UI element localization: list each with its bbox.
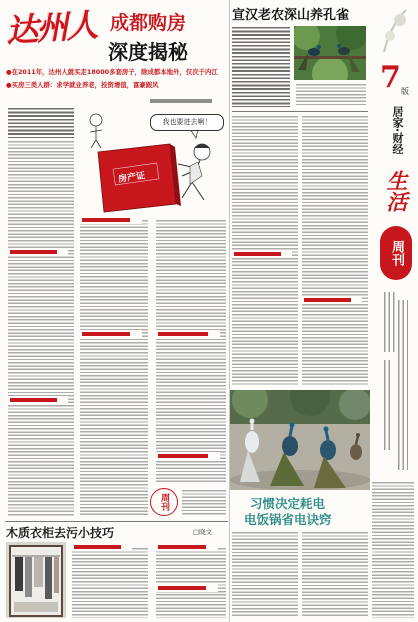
column-separator	[229, 0, 230, 622]
cartoon-illustration	[78, 106, 228, 214]
divider-rule	[232, 111, 368, 112]
body-text-column	[302, 116, 368, 386]
lead-bullet: ●买房三类人群：求学就业养老，投资增值，富豪跟风	[6, 81, 159, 89]
wardrobe-headline: 木质衣柜去污小技巧	[6, 526, 115, 540]
subhead-marker	[156, 330, 220, 338]
byline-block	[150, 99, 212, 103]
sidebar-weekly-badge: 周刊	[380, 226, 412, 280]
headline-line2: 深度揭秘	[108, 40, 188, 64]
body-text-column	[156, 548, 226, 618]
subhead-marker	[232, 250, 292, 258]
body-text-column	[302, 532, 368, 618]
body-text-column	[8, 141, 74, 516]
subhead-marker	[8, 396, 68, 404]
sidebar-life-title: 生活	[384, 170, 409, 212]
peacock-lead	[232, 27, 290, 107]
divider-rule	[5, 521, 228, 522]
body-text-column	[232, 532, 298, 618]
cartoon-speech-bubble: 我也要进去啊！	[150, 114, 224, 131]
body-text-column	[8, 108, 74, 138]
headline-line1: 成都购房	[110, 12, 187, 34]
sidebar-editor-info	[384, 360, 392, 450]
wardrobe-photo	[6, 542, 66, 618]
subhead-marker	[302, 296, 362, 304]
rice-cooker-headline-line2: 电饭锅省电诀窍	[244, 512, 332, 527]
headline-brand: 达州人	[4, 5, 98, 51]
wardrobe-byline: □晓文	[193, 528, 213, 536]
sidebar-editor-info	[384, 292, 396, 352]
sidebar-logo-decoration	[380, 6, 410, 56]
rice-cooker-headline-line1: 习惯决定耗电	[250, 496, 326, 511]
subhead-marker	[80, 330, 142, 338]
body-text-column	[80, 220, 148, 516]
peacock-photo-top	[294, 26, 366, 80]
section-stamp: 周刊	[150, 488, 178, 516]
subhead-marker	[156, 452, 220, 460]
subhead-marker	[8, 248, 68, 256]
lead-bullet: ●在2011年，达州人就买走18000多套房子，除成都本地外，仅次于内江	[6, 68, 218, 76]
sidebar-page-unit: 版	[401, 87, 409, 96]
sidebar-section-title: 居家·财经	[391, 106, 404, 155]
sidebar-page-number: 7	[380, 60, 401, 95]
sidebar-date-info	[398, 300, 408, 470]
cartoon-book-label: 房产证	[117, 171, 146, 185]
subhead-marker	[72, 543, 132, 551]
body-text-column	[156, 220, 226, 484]
body-text-column	[72, 548, 148, 618]
peacock-byline-block	[296, 84, 366, 106]
subhead-marker	[156, 584, 218, 592]
subhead-marker	[80, 216, 142, 224]
subhead-marker	[156, 543, 218, 551]
body-text-column	[182, 490, 226, 516]
body-text-column	[372, 482, 414, 618]
peacock-headline: 宣汉老农深山养孔雀	[232, 8, 350, 23]
peacock-photo-bottom	[230, 390, 370, 490]
